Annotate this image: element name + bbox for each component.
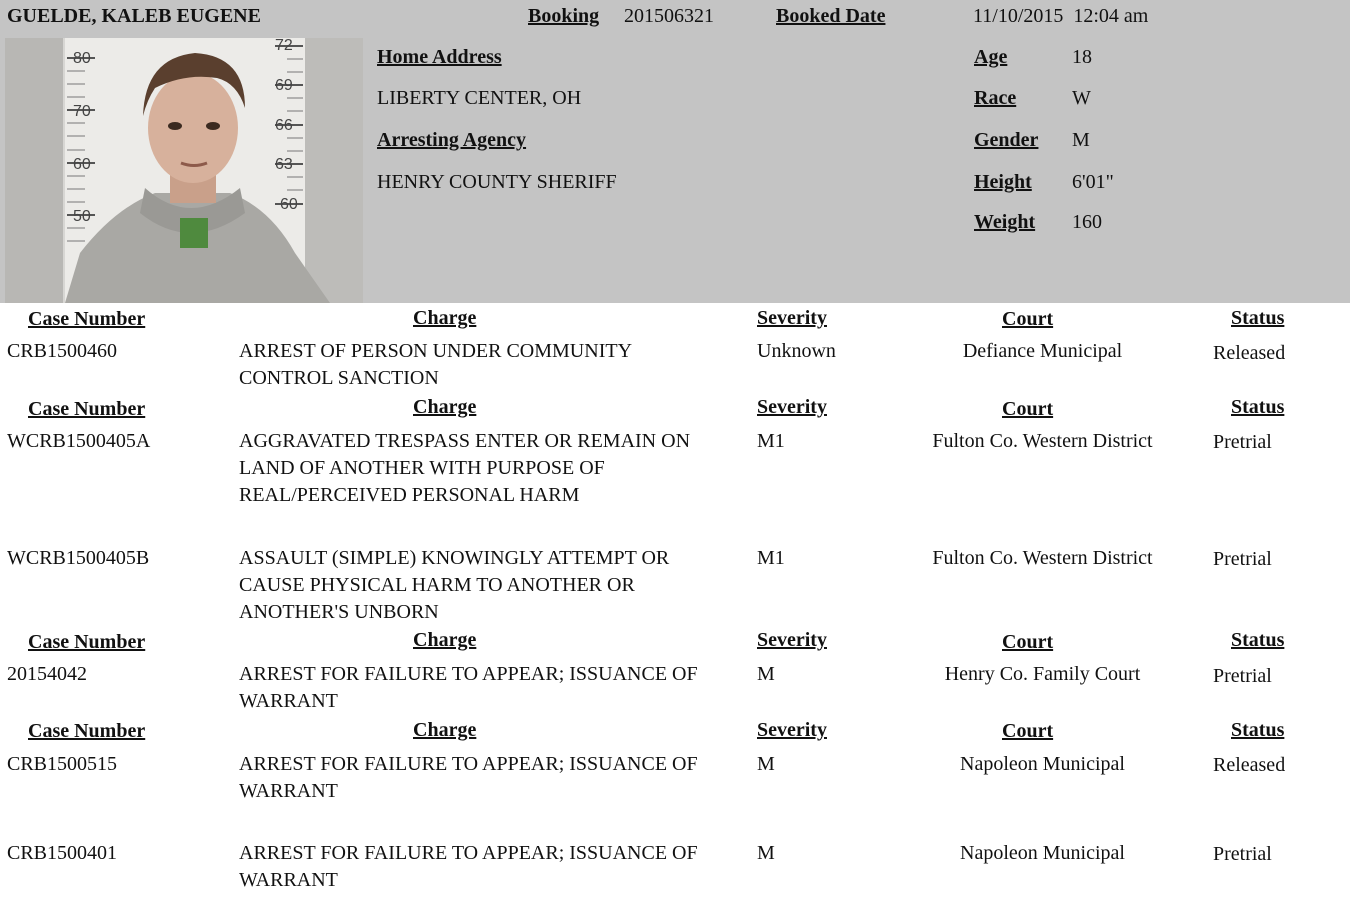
status: Pretrial — [1213, 431, 1272, 453]
height-label: Height — [974, 171, 1032, 193]
booking-label: Booking — [528, 5, 600, 27]
person-name: GUELDE, KALEB EUGENE — [7, 5, 261, 27]
court-header: Court — [1002, 308, 1054, 330]
severity-header: Severity — [757, 629, 827, 651]
severity: M1 — [757, 547, 785, 569]
court-header: Court — [1002, 398, 1054, 420]
status: Released — [1213, 754, 1286, 776]
court-header: Court — [1002, 631, 1054, 653]
gender-value: M — [1072, 129, 1090, 151]
scale-mark: 69 — [275, 77, 293, 94]
weight-label: Weight — [974, 211, 1036, 233]
severity: M — [757, 663, 775, 685]
age-value: 18 — [1072, 46, 1092, 68]
height-value: 6'01" — [1072, 171, 1114, 193]
charge-header: Charge — [413, 396, 477, 418]
court: Napoleon Municipal — [960, 753, 1125, 775]
status: Released — [1213, 342, 1286, 364]
severity: M — [757, 842, 775, 864]
status-header: Status — [1231, 629, 1285, 651]
court: Henry Co. Family Court — [944, 663, 1141, 685]
charge-text: ARREST FOR FAILURE TO APPEAR; ISSUANCE OF WARRANT — [239, 842, 698, 891]
severity: Unknown — [757, 340, 836, 362]
severity: M1 — [757, 430, 785, 452]
status: Pretrial — [1213, 548, 1272, 570]
case-number: CRB1500460 — [7, 340, 118, 362]
arresting-agency-label: Arresting Agency — [377, 129, 527, 151]
severity-header: Severity — [757, 307, 827, 329]
charge-text: ARREST FOR FAILURE TO APPEAR; ISSUANCE OF WARRANT — [239, 753, 698, 802]
race-label: Race — [974, 87, 1017, 109]
age-label: Age — [974, 46, 1008, 68]
charge-text: ARREST FOR FAILURE TO APPEAR; ISSUANCE OF WARRANT — [239, 663, 698, 712]
scale-mark: 50 — [73, 208, 91, 225]
court-header: Court — [1002, 720, 1054, 742]
charge-header: Charge — [413, 719, 477, 741]
severity: M — [757, 753, 775, 775]
booked-date: 11/10/2015 12:04 am — [973, 5, 1149, 27]
court: Fulton Co. Western District — [932, 547, 1153, 569]
status: Pretrial — [1213, 665, 1272, 687]
scale-mark: 70 — [73, 103, 91, 120]
scale-mark: 80 — [73, 50, 91, 67]
charge-text: ASSAULT (SIMPLE) KNOWINGLY ATTEMPT OR CAUSE PHYSICAL HARM TO ANOTHER OR ANOTHER'S UNBORN — [239, 547, 670, 623]
case-number-header: Case Number — [28, 720, 146, 742]
scale-mark: 66 — [275, 117, 293, 134]
status-header: Status — [1231, 396, 1285, 418]
case-number-header: Case Number — [28, 398, 146, 420]
case-number: WCRB1500405B — [7, 547, 150, 569]
case-number: 20154042 — [7, 663, 87, 685]
scale-mark: 60 — [280, 196, 298, 213]
charge-text: ARREST OF PERSON UNDER COMMUNITY CONTROL SANCTION — [239, 340, 632, 389]
charge-header: Charge — [413, 307, 477, 329]
charge-header: Charge — [413, 629, 477, 651]
court: Fulton Co. Western District — [932, 430, 1153, 452]
booking-number: 201506321 — [624, 5, 714, 27]
home-address-label: Home Address — [377, 46, 502, 68]
race-value: W — [1072, 87, 1091, 109]
scale-mark: 60 — [73, 156, 91, 173]
case-number: WCRB1500405A — [7, 430, 151, 452]
court: Defiance Municipal — [962, 340, 1123, 362]
severity-header: Severity — [757, 719, 827, 741]
mugshot-photo — [5, 38, 363, 303]
court: Napoleon Municipal — [960, 842, 1125, 864]
case-number: CRB1500401 — [7, 842, 118, 864]
severity-header: Severity — [757, 396, 827, 418]
status-header: Status — [1231, 307, 1285, 329]
scale-mark: 63 — [275, 156, 293, 173]
arresting-agency: HENRY COUNTY SHERIFF — [377, 171, 617, 193]
status: Pretrial — [1213, 843, 1272, 865]
case-number-header: Case Number — [28, 631, 146, 653]
case-number-header: Case Number — [28, 308, 146, 330]
home-address: LIBERTY CENTER, OH — [377, 87, 582, 109]
weight-value: 160 — [1072, 211, 1102, 233]
gender-label: Gender — [974, 129, 1039, 151]
charge-text: AGGRAVATED TRESPASS ENTER OR REMAIN ON LAND OF ANOTHER WITH PURPOSE OF REAL/PERCEIVED PERSONAL HARM — [239, 430, 691, 506]
case-number: CRB1500515 — [7, 753, 118, 775]
status-header: Status — [1231, 719, 1285, 741]
booked-date-label: Booked Date — [776, 5, 886, 27]
scale-mark: 72 — [275, 38, 293, 54]
